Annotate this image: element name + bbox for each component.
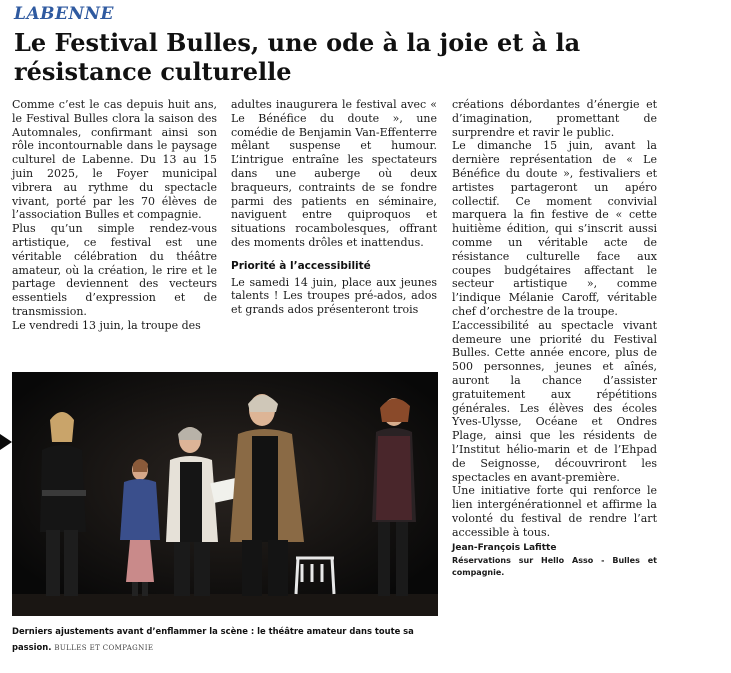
article-photo bbox=[12, 372, 438, 616]
paragraph: adultes inaugurera le festival avec « Le Bénéfice du doute », une comédie de Benjamin Van-Effenterre mêlant suspense et humour. L’intrigue entraîne les spectateurs dans une auberge où deux braqueurs, contraints de se fondre parmi des patients en séminaire, naviguent entre quiproquos et situations rocambolesques, offrant des moments drôles et inattendus. bbox=[231, 98, 437, 249]
caption-text: Derniers ajustements avant d’enflammer la scène : le théâtre amateur dans toute sa passion. bbox=[12, 626, 414, 652]
reservations-note: Réservations sur Hello Asso - Bulles et compagnie. bbox=[452, 556, 657, 578]
paragraph: Le samedi 14 juin, place aux jeunes talents ! Les troupes pré-ados, ados et grands ados présenteront trois bbox=[231, 275, 437, 317]
subheading: Priorité à l’accessibilité bbox=[231, 259, 371, 272]
paragraph: Une initiative forte qui renforce le lien intergénérationnel et affirme la volonté du festival de rendre l’art accessible à tous. bbox=[452, 484, 657, 539]
page-edge-arrow-icon bbox=[0, 434, 12, 450]
article-column-1 bbox=[12, 98, 217, 333]
paragraph: Plus qu’un simple rendez-vous artistique, ce festival est une véritable célébration du théâtre amateur, où la création, le rire et le partage deviennent des vecteurs essentiels d’expression et de transmission. bbox=[12, 222, 217, 318]
paragraph: Le vendredi 13 juin, la troupe des bbox=[12, 318, 201, 332]
headline: Le Festival Bulles, une ode à la joie et à la résistance culturelle bbox=[14, 28, 581, 86]
author-signature: Jean-François Lafitte bbox=[452, 542, 557, 553]
paragraph: Le dimanche 15 juin, avant la dernière représentation de « Le Bénéfice du doute », festivaliers et artistes partageront un apéro collectif. Ce moment convivial marquera la fin festive de « cette huitième édition, qui s’inscrit aussi comme un véritable acte de résistance culturelle face aux coupes budgétaires affectant le secteur artistique », comme l’indique Mélanie Caroff, véritable chef d’orchestre de la troupe. bbox=[452, 139, 657, 318]
paragraph: L’accessibilité au spectacle vivant demeure une priorité du Festival Bulles. Cette année encore, plus de 500 personnes, jeunes et aînés, auront la chance d’assister gratuitement aux répétitions générales. Les élèves des écoles Yves-Ulysse, Océane et Ondres Plage, ainsi que les résidents de l’Institut hélio-marin et de l’Ehpad de Seignosse, découvriront les spectacles en avant-première. bbox=[452, 318, 657, 484]
article-column-2 bbox=[231, 98, 437, 317]
theatre-rehearsal-image bbox=[12, 372, 438, 616]
photo-caption bbox=[12, 623, 440, 656]
paragraph: créations débordantes d’énergie et d’imagination, promettant de surprendre et ravir le public. bbox=[452, 98, 657, 139]
article-column-3 bbox=[452, 98, 657, 579]
photo-credit: BULLES ET COMPAGNIE bbox=[54, 644, 154, 652]
paragraph: Comme c’est le cas depuis huit ans, le Festival Bulles clora la saison des Automnales, confirmant ainsi son rôle incontournable dans le paysage culturel de Labenne. Du 13 au 15 juin 2025, le Foyer municipal vibrera au rythme du spectacle vivant, porté par les 70 élèves de l’association Bulles et compagnie. bbox=[12, 98, 217, 222]
section-label: LABENNE bbox=[14, 4, 115, 24]
